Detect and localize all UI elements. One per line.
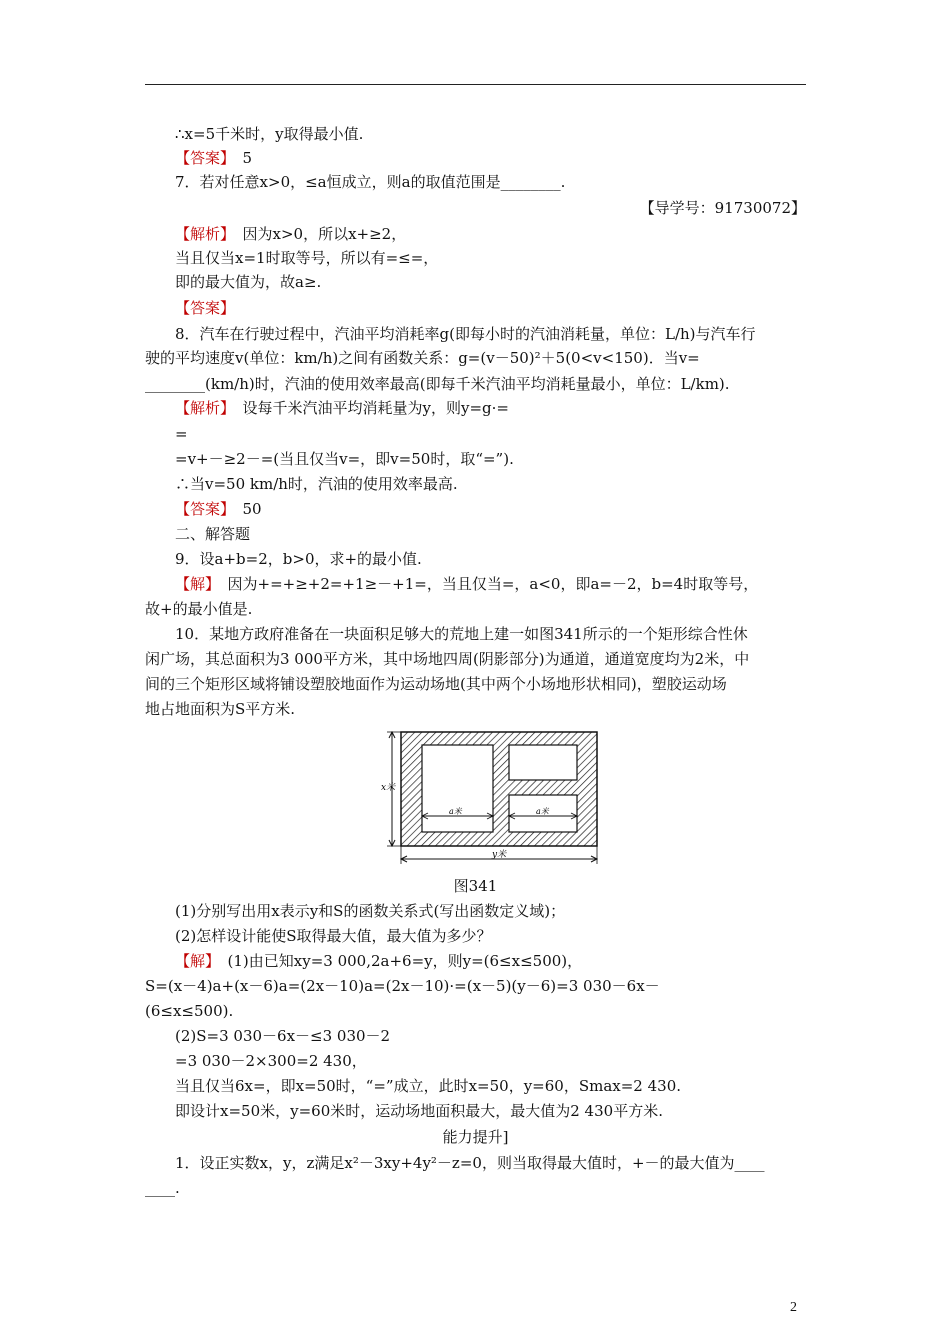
figure-caption: 图341 — [453, 877, 498, 895]
answer-tag: 【答案】 — [175, 149, 228, 167]
x-label: x米 — [381, 783, 396, 793]
solution-line: 【解】 因为+=+≥+2=+1≥－+1=，当且仅当=，a<0，即a=－2，b=4时取等号， — [175, 575, 759, 593]
text-line: ∴x=5千米时，y取得最小值. — [175, 125, 364, 143]
figure-341 — [376, 728, 602, 870]
question-1: 1．设正实数x，y，z满足x²－3xy+4y²－z=0，则当取得最大值时，+－的最大值为____ — [175, 1154, 765, 1172]
text-line: 当且仅当6x=，即x=50时，“=”成立，此时x=50，y=60，Smax=2 430. — [175, 1077, 682, 1095]
text-line: 故+的最小值是. — [145, 600, 253, 618]
text-line: (6≤x≤500). — [145, 1002, 234, 1020]
question-7: 7．若对任意x>0，≤a恒成立，则a的取值范围是________. — [175, 173, 566, 191]
text-line: = — [175, 425, 188, 443]
header-rule — [145, 84, 806, 85]
question-8: 驶的平均速度v(单位：km/h)之间有函数关系：g=(v－50)²＋5(0<v<150)．当v= — [145, 349, 700, 367]
left-field — [422, 745, 493, 832]
text-line: ∴当v=50 km/h时，汽油的使用效率最高. — [175, 475, 458, 493]
text-line: ____. — [145, 1179, 180, 1197]
sub-question-1: (1)分别写出用x表示y和S的函数关系式(写出函数定义域)； — [175, 902, 566, 920]
question-9: 9．设a+b=2，b>0，求+的最小值. — [175, 550, 422, 568]
question-10: 闲广场，其总面积为3 000平方米，其中场地四周(阴影部分)为通道，通道宽度均为2米，中 — [145, 650, 750, 668]
question-10: 间的三个矩形区域将铺设塑胶地面作为运动场地(其中两个小场地形状相同)，塑胶运动场 — [145, 675, 727, 693]
a-label-left: a米 — [449, 807, 462, 816]
text-line: (2)S=3 030－6x－≤3 030－2 — [175, 1027, 391, 1045]
analysis-line: 【解析】 设每千米汽油平均消耗量为y，则y=g·= — [175, 399, 509, 417]
guide-number: 【导学号：91730072】 — [639, 199, 806, 217]
answer-tag: 【答案】 — [175, 500, 228, 518]
text-line: S=(x－4)a+(x－6)a=(2x－10)a=(2x－10)·=(x－5)(y－6)=3 030－6x－ — [145, 977, 660, 995]
analysis-line: 【解析】 因为x>0，所以x+≥2， — [175, 225, 407, 243]
text-line: 当且仅当x=1时取等号，所以有=≤=， — [175, 249, 439, 267]
question-8: ________(km/h)时，汽油的使用效率最高(即每千米汽油平均消耗量最小，单位：L/km). — [145, 375, 730, 393]
sub-question-2: (2)怎样设计能使S取得最大值，最大值为多少？ — [175, 927, 492, 945]
question-8: 8．汽车在行驶过程中，汽油平均消耗率g(即每小时的汽油消耗量，单位：L/h)与汽车行 — [175, 325, 756, 343]
a-label-right: a米 — [536, 807, 549, 816]
answer-line — [175, 298, 806, 318]
y-label: y米 — [492, 850, 507, 860]
answer-line: 【答案】 5 — [175, 149, 253, 167]
text-line: =3 030－2×300=2 430， — [175, 1052, 367, 1070]
analysis-tag: 【解析】 — [175, 399, 228, 417]
solution-line: 【解】 (1)由已知xy=3 000,2a+6=y，则y=(6≤x≤500)， — [175, 952, 583, 970]
question-10: 地占地面积为S平方米. — [145, 700, 296, 718]
answer-tag: 【答案】 — [175, 299, 236, 317]
top-right-field — [509, 745, 577, 780]
solution-tag: 【解】 — [175, 952, 213, 970]
analysis-tag: 【解析】 — [175, 225, 228, 243]
page-number: 2 — [790, 1300, 797, 1315]
section-heading: 二、解答题 — [175, 525, 251, 543]
answer-line: 【答案】 50 — [175, 500, 262, 518]
text-line: 即的最大值为，故a≥. — [175, 273, 322, 291]
solution-tag: 【解】 — [175, 575, 213, 593]
text-line: 即设计x=50米，y=60米时，运动场地面积最大，最大值为2 430平方米. — [175, 1102, 663, 1120]
text-line: =v+－≥2－=(当且仅当v=，即v=50时，取“=”). — [175, 450, 514, 468]
section-heading: 能力提升] — [442, 1128, 509, 1146]
question-10: 10．某地方政府准备在一块面积足够大的荒地上建一如图341所示的一个矩形综合性休 — [175, 625, 748, 643]
